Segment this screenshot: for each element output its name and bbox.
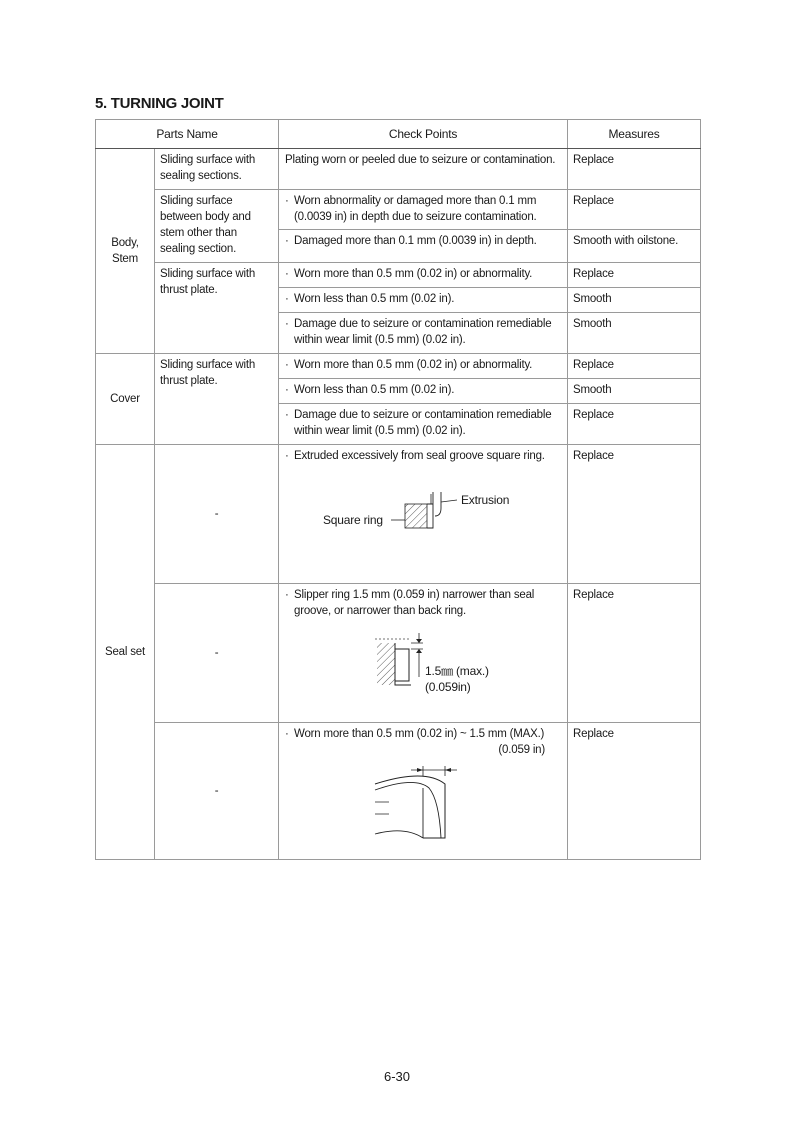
measure: Smooth [568, 313, 701, 354]
table-row [96, 149, 701, 190]
sub-part: Sliding surface with thrust plate. [155, 263, 279, 354]
check-point: · Worn more than 0.5 mm (0.02 in) ~ 1.5 mm (MAX.) (0.059 in) [279, 722, 568, 859]
header-parts-name: Parts Name [96, 120, 279, 149]
sub-part: Sliding surface with thrust plate. [155, 354, 279, 445]
check-point: · Damage due to seizure or contamination remediable within wear limit (0.5 mm) (0.02 in). [279, 313, 568, 354]
sub-part: - [155, 445, 279, 583]
check-point: · Damage due to seizure or contamination remediable within wear limit (0.5 mm) (0.02 in). [279, 404, 568, 445]
table-row [96, 354, 701, 379]
table-row [96, 190, 701, 230]
table-row [96, 445, 701, 583]
group-cover: Cover [96, 354, 155, 445]
group-label: Body, Stem [111, 237, 139, 266]
measure: Smooth with oilstone. [568, 230, 701, 263]
measure: Smooth [568, 379, 701, 404]
header-row [96, 120, 701, 149]
bullet: · [285, 195, 289, 208]
label-square-ring: Square ring [323, 513, 383, 528]
wear-figure [285, 758, 563, 844]
measure: Replace [568, 404, 701, 445]
check-point: Plating worn or peeled due to seizure or contamination. [279, 149, 568, 190]
sub-part: - [155, 722, 279, 859]
table-row [96, 583, 701, 722]
sub-part: Sliding surface with sealing sections. [155, 149, 279, 190]
header-check-points: Check Points [279, 120, 568, 149]
label-extrusion: Extrusion [461, 493, 510, 508]
measure: Replace [568, 263, 701, 288]
page-number: 6-30 [383, 1069, 411, 1084]
slipper-ring-figure [285, 619, 563, 701]
table-row [96, 722, 701, 859]
group-seal-set: Seal set [96, 445, 155, 860]
check-point: · Slipper ring 1.5 mm (0.059 in) narrower than seal groove, or narrower than back ring. 1.5㎜ (max.) (0.059in) [279, 583, 568, 722]
check-point: · Worn more than 0.5 mm (0.02 in) or abnormality. [279, 354, 568, 379]
check-point: · Worn less than 0.5 mm (0.02 in). [279, 288, 568, 313]
check-point: · Extruded excessively from seal groove square ring. Extrusion Square ring [279, 445, 568, 583]
measure: Replace [568, 190, 701, 230]
check-point: · Damaged more than 0.1 mm (0.0039 in) in depth. [279, 230, 568, 263]
measure: Replace [568, 354, 701, 379]
sub-part: - [155, 583, 279, 722]
inspection-table [95, 119, 701, 860]
measure: Replace [568, 722, 701, 859]
check-point: · Worn less than 0.5 mm (0.02 in). [279, 379, 568, 404]
header-measures: Measures [568, 120, 701, 149]
measure: Replace [568, 445, 701, 583]
label-dim-mm: 1.5㎜ (max.) [425, 663, 489, 678]
measure: Smooth [568, 288, 701, 313]
measure: Replace [568, 149, 701, 190]
check-point: · Worn abnormality or damaged more than 0.1 mm (0.0039 in) in depth due to seizure contamination. [279, 190, 568, 230]
check-point: · Worn more than 0.5 mm (0.02 in) or abnormality. [279, 263, 568, 288]
table-row [96, 263, 701, 288]
group-body-stem [96, 149, 155, 354]
extrusion-figure [285, 464, 563, 564]
label-dim-in: (0.059in) [425, 679, 471, 694]
measure: Replace [568, 583, 701, 722]
section-title: 5. TURNING JOINT [95, 95, 224, 112]
sub-part: Sliding surface between body and stem other than sealing section. [155, 190, 279, 263]
